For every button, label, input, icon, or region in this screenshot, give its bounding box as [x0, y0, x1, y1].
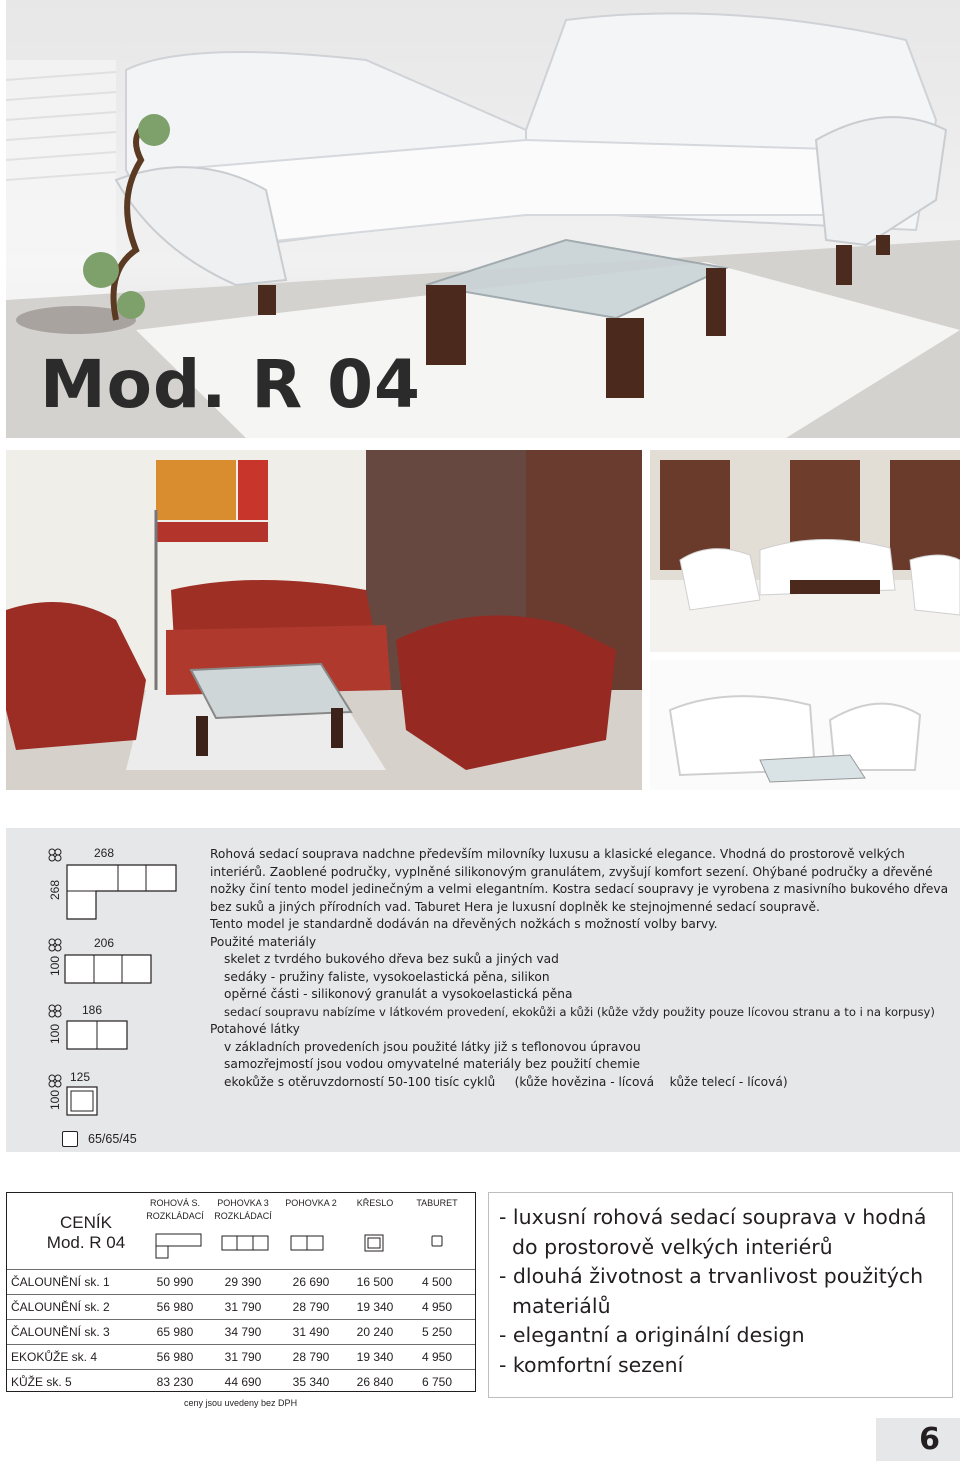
white-sofa-illustration-1 [650, 450, 960, 652]
price-cell: 56 980 [156, 1300, 194, 1314]
upholstery-item: v základních provedeních jsou použité látky již s teflonovou úpravou [224, 1039, 641, 1054]
corner-sofa-icon [66, 864, 178, 920]
sofa3-icon [64, 954, 152, 984]
sofa3-col-icon [221, 1235, 269, 1251]
rotate-icon [48, 848, 62, 862]
sofa2-depth-label: 100 [48, 1023, 62, 1044]
white-sofa-illustration-2 [650, 660, 960, 790]
price-title: CENÍK [60, 1213, 112, 1232]
sofa2-width-label: 186 [82, 1003, 103, 1017]
upholstery-title: Potahové látky [210, 1022, 300, 1036]
desc-line-2: Zaoblené područky, vyplněné silikonovým granulátem, zvyšují komfort sezení. Ohýbané područky a dřevěné nožky činí tento model jedinečným a velmi elegantním. [210, 864, 933, 896]
price-note: ceny jsou uvedeny bez DPH [184, 1398, 298, 1408]
info-panel [6, 828, 960, 1152]
upholstery-item: ekokůže s otěruvzdorností 50-100 tisíc cyklů (kůže hovězina - lícová kůže telecí - lícová) [224, 1074, 788, 1089]
page-number: 6 [919, 1422, 940, 1457]
row-label: KŮŽE sk. 5 [11, 1375, 72, 1389]
material-item: sedací soupravu nabízíme v látkovém provedení, ekokůži a kůži (kůže vždy použity pouze lícovou stranu a to i na korpusy) [224, 1004, 935, 1019]
materials-title: Použité materiály [210, 934, 317, 949]
rotate-icon [48, 1004, 62, 1018]
description-paragraph [210, 846, 950, 934]
hero-photo [6, 0, 960, 438]
sofa2-col-icon [290, 1235, 324, 1251]
price-cell: 26 840 [356, 1375, 394, 1389]
page-number-box [876, 1418, 960, 1461]
corner-depth-label: 268 [48, 879, 62, 900]
col-header-line1: POHOVKA 3 [217, 1198, 269, 1208]
desc-line-4: Taburet Hera je luxusní doplněk ke stejnojmenné sedací soupravě. [414, 899, 820, 914]
upholstery-item: samozřejmostí jsou vodou omyvatelné materiály bez použití chemie [224, 1057, 640, 1071]
price-cell: 35 340 [292, 1375, 330, 1389]
taburet-size-label: 65/65/45 [88, 1132, 137, 1146]
material-item: sedáky - pružiny faliste, vysokoelastická pěna, silikon [224, 969, 550, 984]
price-cell: 4 950 [421, 1350, 453, 1364]
row-label: ČALOUNĚNÍ sk. 1 [11, 1275, 110, 1289]
rotate-icon [48, 938, 62, 952]
red-sofa-illustration [6, 450, 642, 790]
model-title: Mod. R 04 [40, 346, 421, 423]
sofa2-icon [66, 1020, 128, 1050]
sofa3-depth-label: 100 [48, 955, 62, 976]
price-cell: 19 340 [356, 1350, 394, 1364]
desc-line-5: Tento model je standardně dodáván na dřevěných nožkách s možností volby barvy. [210, 917, 718, 931]
feature-item: - dlouhá životnost a trvanlivost použitých materiálů [499, 1264, 924, 1318]
price-cell: 6 750 [421, 1375, 453, 1389]
feature-item: - elegantní a originální design [499, 1323, 805, 1347]
price-cell: 83 230 [156, 1375, 194, 1389]
row-label: ČALOUNĚNÍ sk. 3 [11, 1325, 110, 1339]
features-box [488, 1192, 953, 1398]
price-table [6, 1192, 476, 1392]
price-cell: 20 240 [356, 1325, 394, 1339]
taburet-icon [62, 1131, 78, 1147]
price-cell: 65 980 [156, 1325, 194, 1339]
price-cell: 50 990 [156, 1275, 194, 1289]
row-label: ČALOUNĚNÍ sk. 2 [11, 1300, 110, 1314]
armchair-col-icon [364, 1234, 384, 1252]
features-list [499, 1203, 949, 1380]
sofa3-width-label: 206 [94, 936, 115, 950]
col-header-line1: ROHOVÁ S. [149, 1198, 200, 1208]
col-header-line2: ROZKLÁDACÍ [214, 1211, 272, 1221]
feature-item: - luxusní rohová sedací souprava v hodná do prostorově velkých interiérů [499, 1205, 927, 1259]
description [210, 846, 950, 1091]
row-label: EKOKŮŽE sk. 4 [11, 1350, 98, 1364]
desc-line-1: Rohová sedací souprava nadchne především milovníky luxusu a klasické elegance. Vhodná do prostorově velkých interiérů. [210, 847, 905, 879]
price-cell: 26 690 [292, 1275, 330, 1289]
corner-sofa-col-icon [155, 1233, 203, 1259]
col-header-sofa3 [211, 1197, 275, 1223]
price-cell: 29 390 [224, 1275, 262, 1289]
feature-item: - komfortní sezení [499, 1352, 684, 1377]
taburet-col-icon [431, 1235, 443, 1247]
price-cell: 4 950 [421, 1300, 453, 1314]
corner-width-label: 268 [94, 846, 115, 860]
col-header-armchair: KŘESLO [356, 1198, 394, 1208]
col-header-sofa2: POHOVKA 2 [285, 1198, 337, 1208]
white-set-photo-1 [650, 450, 960, 652]
col-header-corner [143, 1197, 207, 1223]
price-cell: 31 790 [224, 1350, 262, 1364]
price-subtitle: Mod. R 04 [46, 1233, 126, 1252]
armchair-icon [66, 1086, 98, 1116]
white-set-photo-2 [650, 660, 960, 790]
material-item: skelet z tvrdého bukového dřeva bez suků a jiných vad [224, 952, 559, 966]
price-cell: 16 500 [356, 1275, 394, 1289]
price-cell: 31 490 [292, 1325, 330, 1339]
price-cell: 56 980 [156, 1350, 194, 1364]
red-leather-set-photo [6, 450, 642, 790]
rotate-icon [48, 1074, 62, 1088]
armchair-width-label: 125 [70, 1070, 91, 1084]
price-cell: 34 790 [224, 1325, 262, 1339]
price-cell: 19 340 [356, 1300, 394, 1314]
armchair-depth-label: 100 [48, 1089, 62, 1110]
price-cell: 4 500 [421, 1275, 453, 1289]
price-cell: 44 690 [224, 1375, 262, 1389]
col-header-line2: ROZKLÁDACÍ [146, 1211, 204, 1221]
col-header-taburet: TABURET [416, 1198, 458, 1208]
price-cell: 28 790 [292, 1300, 330, 1314]
price-cell: 28 790 [292, 1350, 330, 1364]
price-cell: 31 790 [224, 1300, 262, 1314]
price-cell: 5 250 [421, 1325, 453, 1339]
desc-line-3: Kostra sedací soupravy je vyrobena z masivního bukového dřeva bez suků a jiných přírodních vad. [210, 882, 949, 914]
material-item: opěrné části - silikonový granulát a vysokoelastická pěna [224, 987, 573, 1001]
